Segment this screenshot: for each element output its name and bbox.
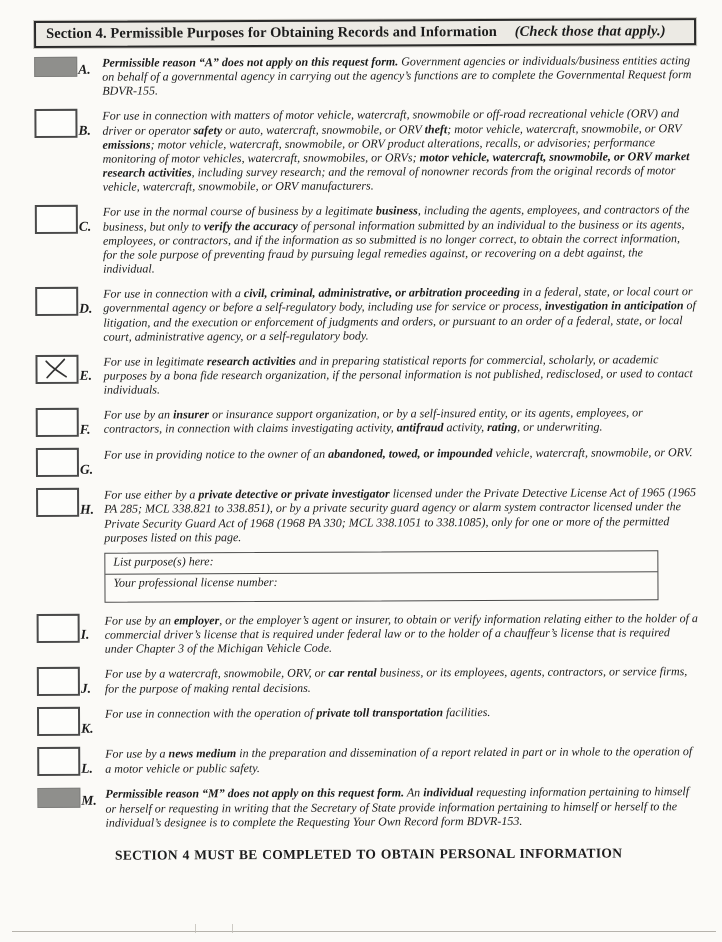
purpose-item-f <box>36 405 698 437</box>
checkbox-f[interactable] <box>36 408 79 437</box>
checkbox-a <box>34 57 77 77</box>
checkbox-cell <box>34 109 102 138</box>
item-text-plain: For use in connection with matters of motor vehicle, watercraft, snowmobile or off-road recreational vehicle (ORV) and driver or operator <box>102 106 680 138</box>
checkbox-cell <box>37 747 105 776</box>
checkbox-c[interactable] <box>35 205 78 234</box>
purpose-item-i <box>37 611 699 656</box>
item-text-plain: For use by a <box>105 746 169 762</box>
item-text-plain: , or underwriting. <box>517 419 603 435</box>
checkbox-h[interactable] <box>36 488 79 517</box>
checkbox-e[interactable] <box>35 355 78 384</box>
item-text-plain: or auto, watercraft, snowmobile, or ORV <box>222 121 425 137</box>
item-text-bold: news medium <box>168 746 237 761</box>
purpose-item-h <box>36 485 698 603</box>
item-letter: A. <box>78 61 91 77</box>
footer-notice: SECTION 4 MUST BE COMPLETED TO OBTAIN PERSONAL INFORMATION <box>114 845 623 863</box>
checkbox-cell <box>37 707 105 736</box>
purpose-item-b <box>34 107 696 195</box>
purpose-item-c <box>35 203 697 277</box>
item-text <box>104 485 698 602</box>
field-list-purposes[interactable] <box>105 551 657 573</box>
item-letter: E. <box>79 368 92 384</box>
form-section-4 <box>34 18 700 864</box>
purpose-item-m <box>37 784 699 829</box>
checkbox-cell <box>36 448 104 477</box>
field-label: Your professional license number: <box>113 574 278 590</box>
item-text-plain: ; motor vehicle, watercraft, snowmobile, or ORV product alterations, recalls, or advisories; performance monitoring of motor vehicles, watercraft, snowmobiles, or ORVs; <box>102 135 656 166</box>
item-text-bold: rating <box>487 420 518 435</box>
item-text-bold: emissions <box>102 137 151 152</box>
item-text-bold: business <box>375 203 418 218</box>
item-text-plain: For use in legitimate <box>103 354 207 369</box>
item-text <box>103 284 697 343</box>
scan-artifact-line <box>12 931 716 932</box>
checkbox-cell <box>36 488 104 517</box>
item-text-plain: , or the employer’s agent or insurer, to obtain or verify information relating either to the holder of a commercial driver’s license that is required under federal law or to the holder of a chauffeur’s license that is required under Chapter 3 of the Michigan Vehicle Code. <box>104 611 698 656</box>
purpose-item-j <box>37 664 699 696</box>
field-label: List purpose(s) here: <box>113 554 214 569</box>
item-text <box>103 352 697 397</box>
item-text-plain: activity, <box>443 420 488 435</box>
checkbox-k[interactable] <box>37 707 80 736</box>
item-text-plain: For use in providing notice to the owner of an <box>103 447 329 462</box>
item-text-bold: private toll transportation <box>316 705 444 721</box>
section-note: (Check those that apply.) <box>514 23 666 40</box>
section-title: Section 4. Permissible Purposes for Obtaining Records and Information <box>46 23 497 42</box>
checkbox-cell <box>36 408 104 437</box>
item-text-plain: For use in the normal course of business by a legitimate <box>102 203 376 220</box>
item-text-bold: theft <box>424 121 448 136</box>
item-text-plain: For use by an <box>103 407 174 422</box>
checkbox-j[interactable] <box>37 667 80 696</box>
item-text-bold: civil, criminal, administrative, or arbitration proceeding <box>243 285 520 301</box>
checkbox-b[interactable] <box>34 109 77 138</box>
item-text <box>105 664 699 695</box>
item-text-plain: in the preparation and dissemination of a report related in part or in whole to the operation of a motor vehicle or public safety. <box>105 744 693 776</box>
item-text-plain: For use in connection with a <box>103 286 244 301</box>
scan-artifact-ticks <box>195 924 233 933</box>
checkbox-i[interactable] <box>37 614 80 643</box>
item-text-plain: For use in connection with the operation of <box>104 706 317 722</box>
item-text-plain: facilities. <box>442 705 491 720</box>
item-text-plain: of litigation, and the execution or enforcement of judgments and orders, or pursuant to an order of a federal, state, or local court, administrative agency, or a self-regulatory body. <box>103 298 696 344</box>
item-text-plain: in a federal, state, or local court or governmental agency or before a self-regulatory body, including use for service or process, <box>103 284 693 316</box>
item-text-bold: individual <box>423 785 474 800</box>
checkbox-cell <box>37 667 105 696</box>
item-text-bold: motor vehicle, watercraft, snowmobile, or ORV market research activities <box>102 149 690 180</box>
item-text-plain: or insurance support organization, or by a self-insured entity, or its agents, employees, or contractors, in connection with claims investigating activity, <box>103 405 643 437</box>
item-letter: C. <box>78 218 92 234</box>
checkbox-cell <box>35 287 103 316</box>
item-text-bold: car rental <box>328 665 377 681</box>
item-text-plain: requesting information pertaining to himself or herself or requesting in writing that the Secretary of State provide information pertaining to himself or herself to the individual’s designee is to complete the Requesting Your Own Record form BDVR-153. <box>105 784 690 830</box>
item-letter: G. <box>79 461 94 477</box>
item-letter: B. <box>78 122 91 138</box>
item-text-plain: , including survey research; and the removal of nonowner records from the original records of motor vehicle, watercraft, snowmobile, or ORV manufacturers. <box>102 163 676 194</box>
item-letter: F. <box>79 421 91 437</box>
item-text-plain: business, or its employees, agents, contractors, or service firms, for the purpose of making rental decisions. <box>104 664 688 696</box>
item-letter: J. <box>80 680 92 696</box>
item-letter: H. <box>80 501 95 517</box>
item-text-plain: of personal information submitted by an individual to the business or its agents, employees, or contractors, and if the information as so submitted is no longer correct, to obtain the correct information, for the sole purpose of preventing fraud by pursuing legal remedies against, or recovering on a debt against, the individual. <box>102 216 685 276</box>
purpose-list <box>34 53 699 830</box>
purpose-item-g <box>36 445 698 477</box>
checkbox-g[interactable] <box>36 448 79 477</box>
item-text-plain: An <box>404 785 424 800</box>
checkbox-cell <box>37 787 105 808</box>
item-text-plain: and in preparing statistical reports for commercial, scholarly, or academic purposes by a bona fide research organization, if the personal information is not published, redisclosed, or used to contact individuals. <box>103 352 693 397</box>
section-header-bar <box>34 18 696 48</box>
item-text <box>105 704 699 721</box>
item-text-bold: insurer <box>173 407 210 422</box>
item-letter: K. <box>81 720 94 736</box>
purpose-item-d <box>35 284 697 344</box>
item-text-bold: Permissible reason “A” does not apply on this request form. <box>102 54 399 70</box>
checkbox-l[interactable] <box>37 747 80 776</box>
item-text-plain: licensed under the Private Detective License Act of 1965 (1965 PA 285; MCL 338.821 to 338.851), or by a private security guard agency or alarm system contractor licensed under the Private Security Guard Act of 1968 (1968 PA 330; MCL 338.1051 to 338.1085), only for one or more of the permitted purposes listed on this page. <box>104 485 697 545</box>
item-text-plain: For use by an <box>104 613 174 628</box>
item-text-plain: , including the agents, employees, and contractors of the business, but only to <box>102 202 690 234</box>
item-letter: I. <box>80 627 90 643</box>
item-letter: L. <box>81 760 93 776</box>
x-mark-icon <box>37 357 76 382</box>
checkbox-cell <box>35 355 103 384</box>
item-text <box>102 53 696 98</box>
item-text <box>102 107 696 195</box>
item-letter: M. <box>81 792 97 808</box>
item-text <box>105 784 699 829</box>
item-text-bold: abandoned, towed, or impounded <box>328 446 493 462</box>
item-text-plain: vehicle, watercraft, snowmobile, or ORV. <box>492 445 693 461</box>
item-text <box>103 203 697 276</box>
purpose-item-e <box>35 352 697 397</box>
item-text-bold: Permissible reason “M” does not apply on this request form. <box>105 785 405 802</box>
item-text-plain: For use either by a <box>104 487 199 502</box>
item-text-plain: For use by a watercraft, snowmobile, ORV, or <box>104 666 329 682</box>
item-text-bold: employer <box>173 613 220 628</box>
checkbox-cell <box>37 614 105 643</box>
item-text <box>104 405 698 436</box>
checkbox-cell <box>34 56 102 77</box>
field-license-number[interactable] <box>105 571 658 601</box>
item-text-bold: private detective or private investigator <box>198 486 390 502</box>
item-text-bold: safety <box>193 122 223 137</box>
item-text-bold: verify the accuracy <box>203 218 298 233</box>
item-letter: D. <box>79 300 93 316</box>
item-text-bold: research activities <box>206 353 296 369</box>
item-text-plain: Government agencies or individuals/business entities acting on behalf of a governmental agency in carrying out the agency’s functions are to complete the Governmental Request form BDVR-155. <box>102 53 692 99</box>
checkbox-cell <box>35 205 103 234</box>
item-text-bold: investigation in anticipation <box>544 298 684 314</box>
license-fields-box <box>104 550 659 602</box>
item-text-bold: antifraud <box>396 420 444 435</box>
item-text <box>105 611 699 656</box>
item-text <box>104 445 698 462</box>
item-text <box>105 744 699 775</box>
checkbox-m <box>37 788 80 808</box>
item-text-plain: ; motor vehicle, watercraft, snowmobile, or ORV <box>447 120 682 136</box>
purpose-item-k <box>37 704 699 736</box>
purpose-item-l <box>37 744 699 776</box>
purpose-item-a <box>34 53 696 98</box>
checkbox-d[interactable] <box>35 287 78 316</box>
